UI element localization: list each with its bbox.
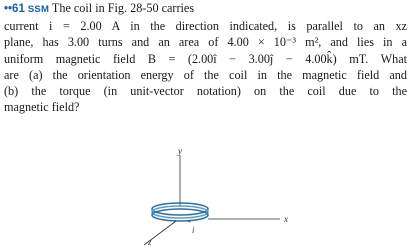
problem-line-3: plane, has 3.00 turns and an area of 4.00 × 10⁻³ m², and lies in a xyxy=(4,35,407,50)
axis-label-z: z xyxy=(148,237,152,247)
coil-figure xyxy=(120,145,320,247)
problem-line-2: current i = 2.00 A in the direction indicated, is parallel to an xz xyxy=(4,19,407,34)
problem-text xyxy=(4,0,407,115)
ssm-tag: SSM xyxy=(27,4,50,15)
problem-number: ••61 xyxy=(4,3,25,15)
problem-line-7: magnetic field? xyxy=(4,100,80,115)
axis-label-x: x xyxy=(284,214,288,224)
problem-line-1 xyxy=(4,0,407,18)
axis-label-y: y xyxy=(178,146,182,156)
coil-turn-back-2 xyxy=(152,206,208,218)
problem-line-1-text: The coil in Fig. 28-50 carries xyxy=(51,1,195,15)
problem-line-5: are (a) the orientation energy of the coil in the magnetic field and xyxy=(4,67,407,82)
coil-diagram xyxy=(120,145,320,247)
problem-line-4: uniform magnetic field B = (2.00î − 3.00ĵ − 4.00k̂) mT. What xyxy=(4,51,407,66)
current-label: i xyxy=(192,225,195,235)
problem-line-6: (b) the torque (in unit-vector notation) on the coil due to the xyxy=(4,84,407,99)
